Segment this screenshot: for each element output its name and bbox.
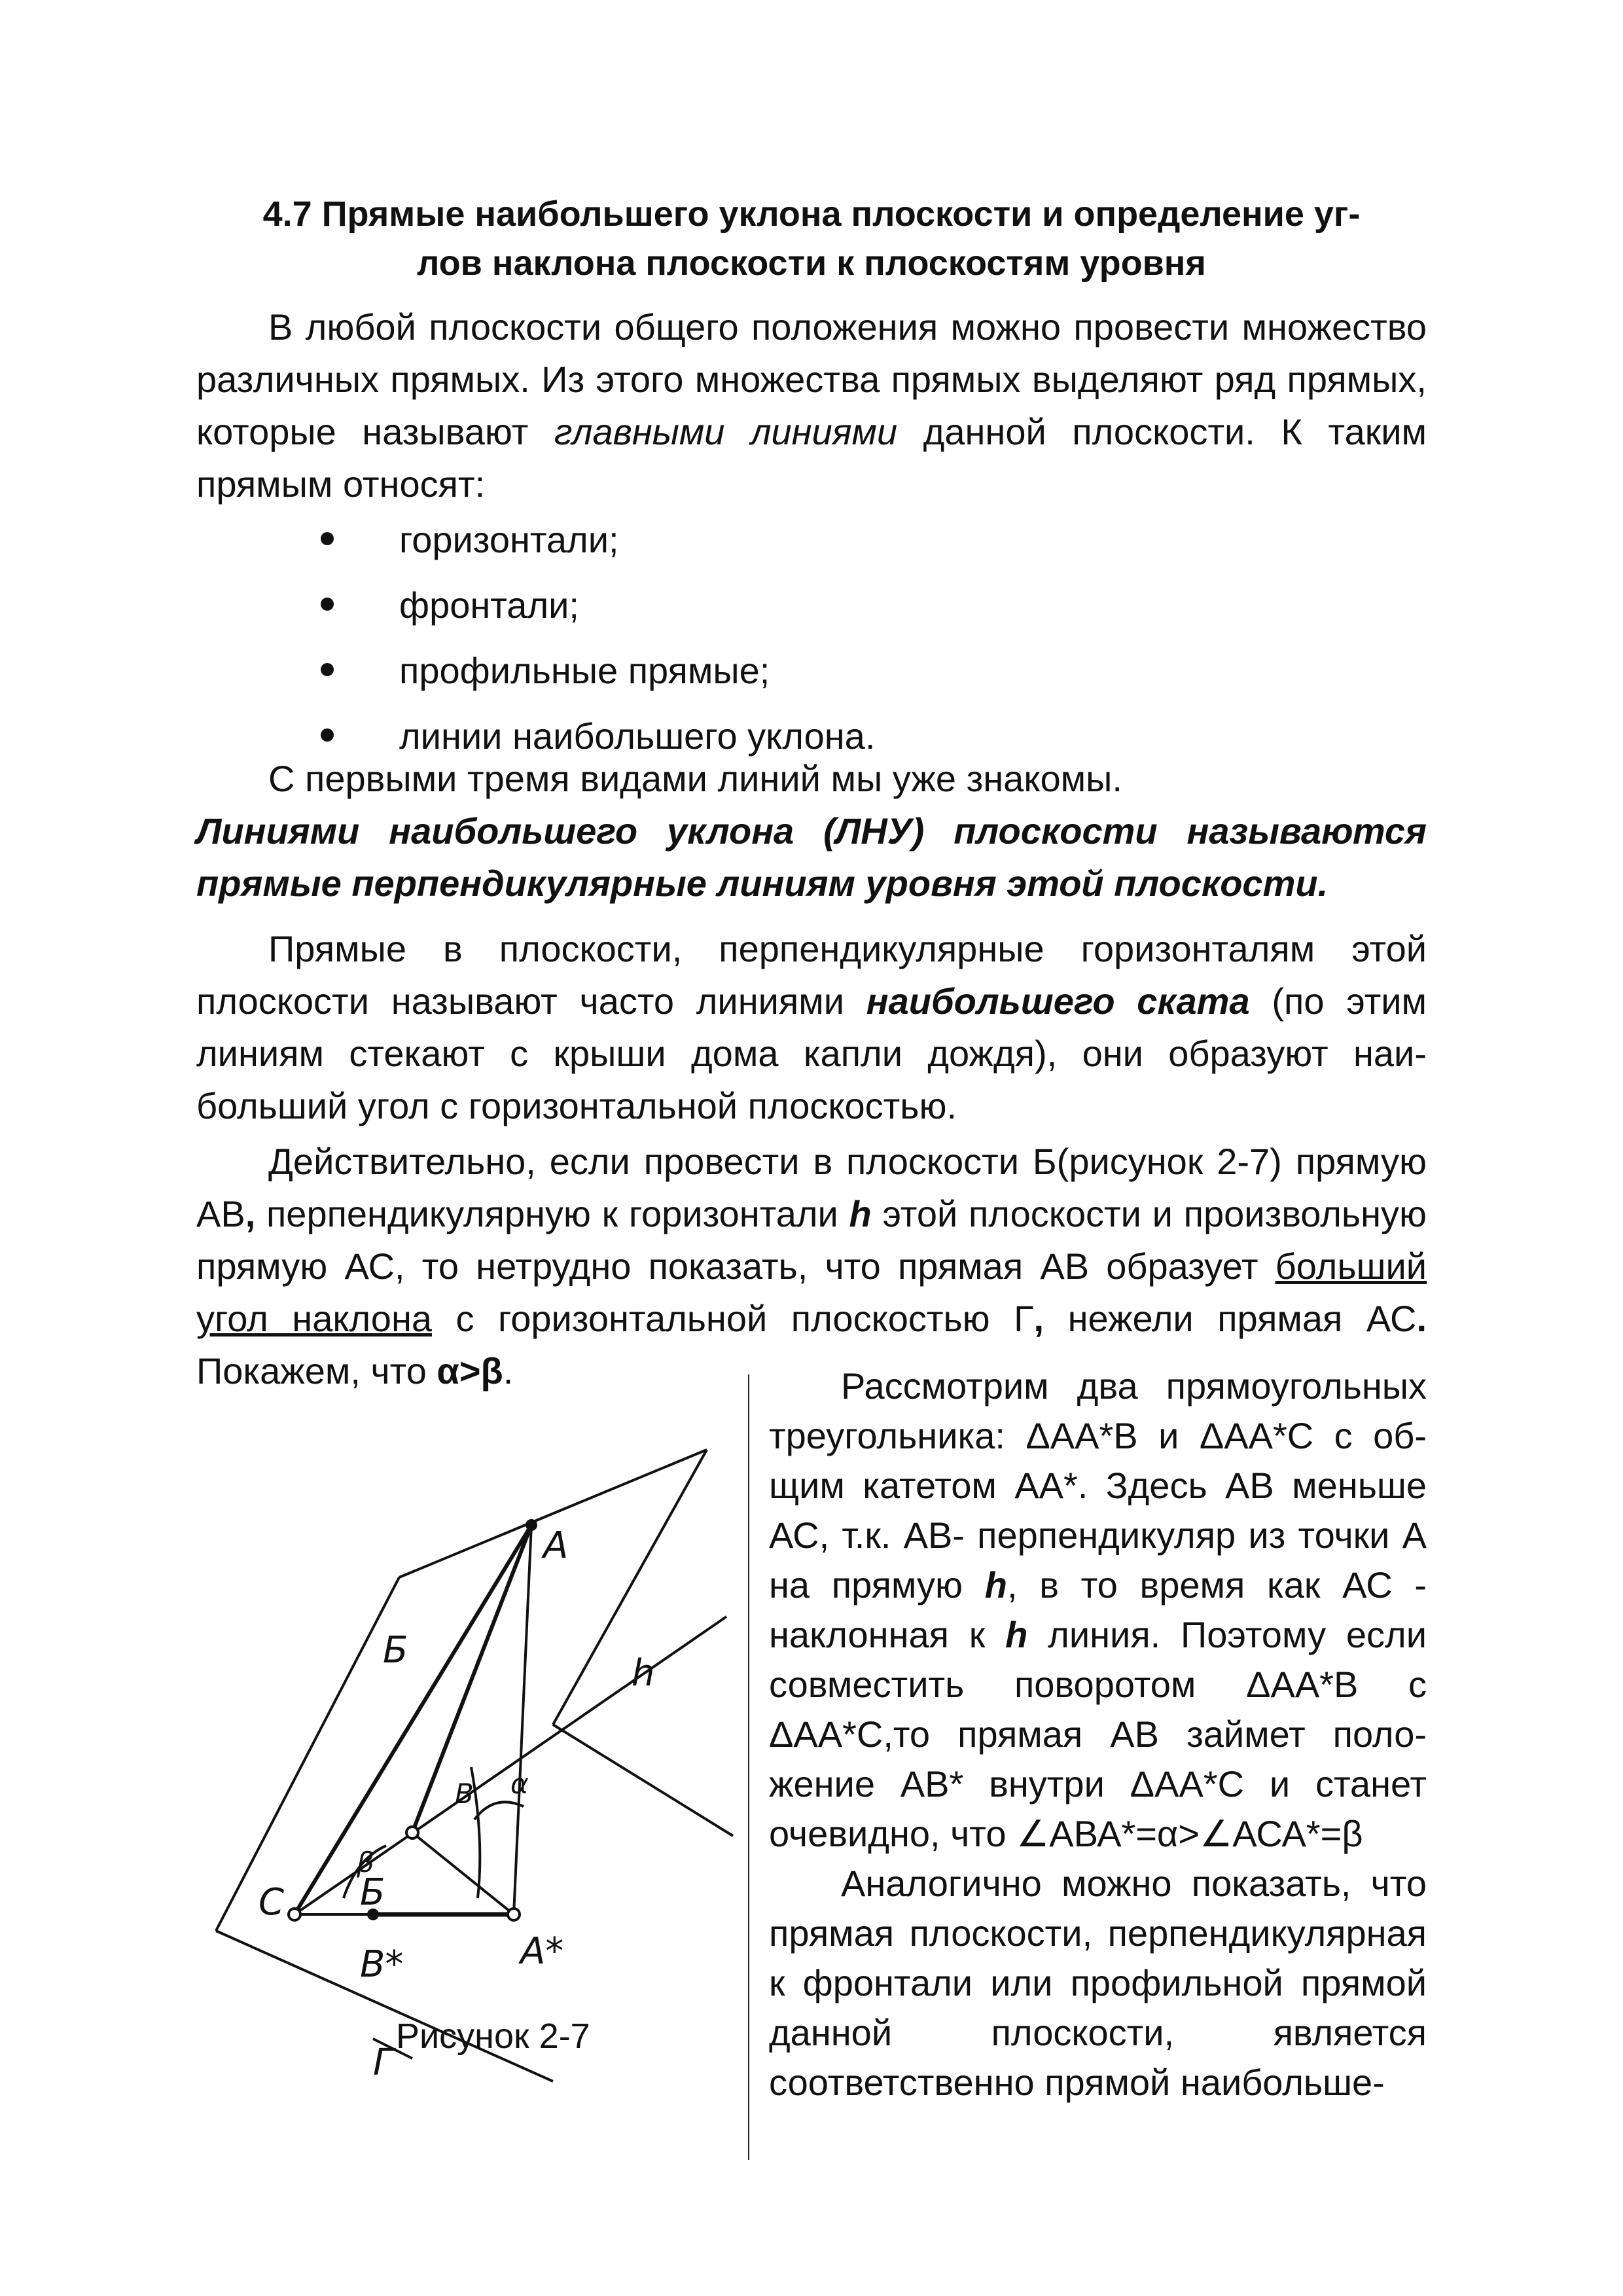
figure-caption: Рисунок 2-7	[396, 2017, 590, 2056]
inequality: α>β	[437, 1350, 503, 1391]
point-c	[289, 1909, 300, 1920]
bullet-icon	[321, 663, 334, 676]
line-b-a-star	[412, 1833, 514, 1914]
underlined-phrase: больший угол наклона	[196, 1246, 1427, 1339]
arc-alpha	[474, 1802, 524, 1820]
label-b-star: В*	[360, 1943, 404, 1986]
list-item: фронтали;	[314, 573, 875, 638]
symbol-h: h	[849, 1193, 872, 1234]
steepest-descent-paragraph: Прямые в плоскости, перпендикулярные горизонталям этой плоскости называют часто линиями наибольшего ската (по этим линиям стекают с крыши дома капли дождя), они образуют наибольший угол с горизонтальной плоскостью.	[196, 928, 1427, 1126]
label-plane-g: Г	[373, 2041, 394, 2084]
bold-term-steepest: наибольшего ската	[866, 980, 1250, 1022]
title-line-2: лов наклона плоскости к плоскостям уровня	[417, 243, 1206, 283]
point-b	[406, 1827, 418, 1839]
list-item: горизонтали;	[314, 507, 875, 573]
bullet-list	[314, 507, 875, 769]
familiar-lines-sentence: С первыми тремя видами линий мы уже знакомы.	[268, 758, 1122, 799]
definition-paragraph: Линиями наибольшего уклона (ЛНУ) плоскости называются прямые перпендикулярные линиям уровня этой плоскости.	[196, 810, 1427, 904]
label-b-on-line: В	[455, 1778, 474, 1810]
right-column-text	[769, 1361, 1427, 2108]
section-title	[196, 190, 1427, 288]
label-c: С	[259, 1881, 285, 1924]
label-a-star: А*	[520, 1930, 564, 1973]
right-paragraph-1: Рассмотрим два прямоугольных треугольника: ΔАА*В и ΔАА*С с общим катетом АА*. Здесь АВ меньше АС, т.к. АВ- перпендикуляр из точки А на прямую h, в то время как АС - наклонная к h линия. Поэтому если совместить поворотом ΔАА*В с ΔАА*С,то прямая АВ займет положение АВ* внутри ΔАА*С и станет очевидно, что ∠АВА*=α>∠АСА*=β	[769, 1365, 1427, 1854]
list-item: профильные прямые;	[314, 638, 875, 704]
list-item: линии наибольшего уклона.	[314, 704, 875, 769]
line-ac	[294, 1525, 531, 1914]
label-h: h	[632, 1652, 655, 1695]
bullet-icon	[321, 728, 334, 742]
bullet-icon	[321, 598, 334, 611]
figure-2-7	[196, 1427, 759, 2094]
intro-paragraph: В любой плоскости общего положения можно провести множество различных прямых. Из этого множества прямых выделяют ряд прямых, которые называют главными линиями данной плоскости. К таким прямым относят:	[196, 306, 1427, 505]
point-a-star	[508, 1909, 520, 1920]
proof-paragraph: Действительно, если провести в плоскости Б(рисунок 2-7) прямую АВ, перпендикулярную к горизонтали h этой плоскости и произвольную прямую АС, то нетрудно показать, что прямая АВ образует больший угол наклона с горизонтальной плоскостью Г, нежели прямая АС. Покажем, что α>β.	[196, 1141, 1427, 1391]
point-a	[526, 1519, 537, 1531]
label-b: Б	[360, 1871, 385, 1914]
label-beta: β	[357, 1846, 374, 1878]
title-line-1: 4.7 Прямые наибольшего уклона плоскости и определение уг-	[262, 194, 1361, 234]
label-plane-b: Б	[383, 1629, 408, 1672]
bullet-icon	[321, 532, 334, 545]
right-paragraph-2: Аналогично можно показать, что прямая плоскости, перпендикулярная к фронтали или профильной прямой данной плоскости, является соответственно прямой наибольше-	[769, 1863, 1427, 2103]
label-alpha: α	[510, 1768, 529, 1800]
italic-term-main-lines: главными линиями	[554, 411, 898, 452]
line-aa-star	[514, 1525, 531, 1914]
plane-g-edge-right	[553, 1725, 733, 1836]
label-a: А	[543, 1524, 569, 1567]
